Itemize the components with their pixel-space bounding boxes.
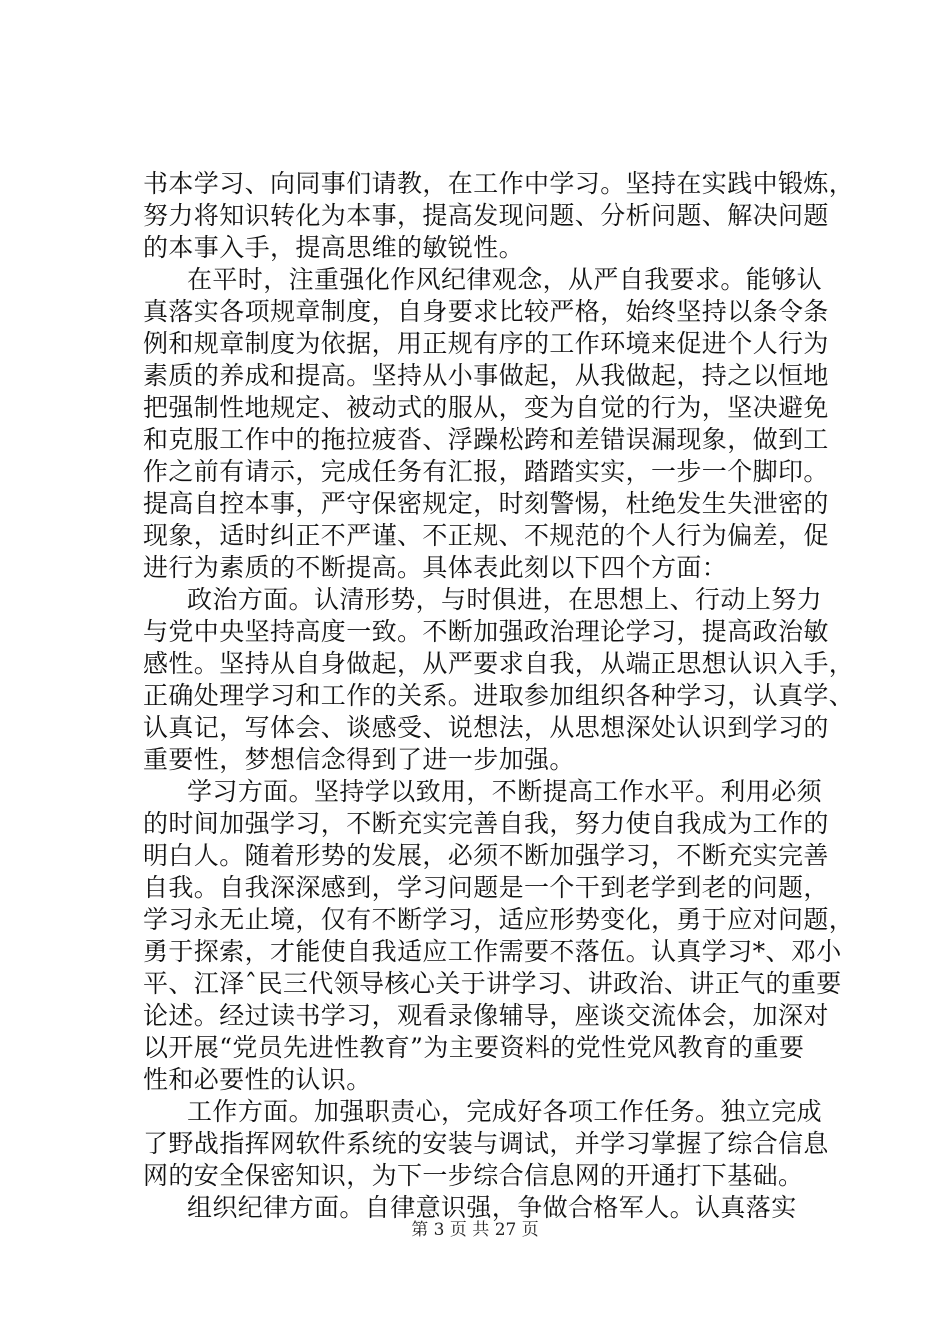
paragraph [143,1096,833,1192]
text-line: 把强制性地规定、被动式的服从，变为自觉的行为，坚决避免 [143,393,829,422]
text-line: 勇于探索，才能使自我适应工作需要不落伍。认真学习*、邓小 [143,937,842,966]
text-line: 的时间加强学习，不断充实完善自我，努力使自我成为工作的 [143,809,829,838]
text-line: 学习方面。坚持学以致用，不断提高工作水平。利用必须 [187,777,823,806]
paragraph [143,776,855,1096]
text-line: 认真记，写体会、谈感受、说想法，从思想深处认识到学习的 [143,713,829,742]
text-line: 提高自控本事，严守保密规定，时刻警惕，杜绝发生失泄密的 [143,489,829,518]
text-line: 性和必要性的认识。 [143,1065,372,1094]
text-line: 组织纪律方面。自律意识强，争做合格军人。认真落实 [187,1193,797,1222]
text-line: 作之前有请示，完成任务有汇报，踏踏实实，一步一个脚印。 [143,457,829,486]
text-line: 重要性，梦想信念得到了进一步加强。 [143,745,575,774]
text-line: 例和规章制度为依据，用正规有序的工作环境来促进个人行为 [143,329,829,358]
text-line: 与党中央坚持高度一致。不断加强政治理论学习，提高政治敏 [143,617,829,646]
page-footer: 第 3 页 共 27 页 [411,1220,539,1240]
paragraph [143,168,855,264]
text-line: 平、江泽ˆ民三代领导核心关于讲学习、讲政治、讲正气的重要 [143,969,842,998]
text-line: 政治方面。认清形势，与时俱进，在思想上、行动上努力 [187,585,823,614]
text-line: 明白人。随着形势的发展，必须不断加强学习，不断充实完善 [143,841,829,870]
text-line: 在平时，注重强化作风纪律观念，从严自我要求。能够认 [187,265,823,294]
text-line: 素质的养成和提高。坚持从小事做起，从我做起，持之以恒地 [143,361,829,390]
text-line: 论述。经过读书学习，观看录像辅导，座谈交流体会，加深对 [143,1001,829,1030]
text-line: 学习永无止境，仅有不断学习，适应形势变化，勇于应对问题， [143,905,855,934]
text-line: 感性。坚持从自身做起，从严要求自我，从端正思想认识入手， [143,649,855,678]
paragraph [143,584,855,776]
text-line: 网的安全保密知识，为下一步综合信息网的开通打下基础。 [143,1161,804,1190]
text-line: 真落实各项规章制度，自身要求比较严格，始终坚持以条令条 [143,297,829,326]
text-line: 书本学习、向同事们请教，在工作中学习。坚持在实践中锻炼， [143,169,855,198]
text-line: 工作方面。加强职责心，完成好各项工作任务。独立完成 [187,1097,823,1126]
text-line: 现象，适时纠正不严谨、不正规、不规范的个人行为偏差，促 [143,521,829,550]
text-line: 正确处理学习和工作的关系。进取参加组织各种学习，认真学、 [143,681,855,710]
text-line: 自我。自我深深感到，学习问题是一个干到老学到老的问题， [143,873,829,902]
text-line: 的本事入手，提高思维的敏锐性。 [143,233,525,262]
document-body [143,168,855,1224]
paragraph [143,264,833,584]
text-line: 努力将知识转化为本事，提高发现问题、分析问题、解决问题 [143,201,829,230]
text-line: 进行为素质的不断提高。具体表此刻以下四个方面： [143,553,728,582]
text-line: 了野战指挥网软件系统的安装与调试，并学习掌握了综合信息 [143,1129,829,1158]
text-line: 以开展“党员先进性教育”为主要资料的党性党风教育的重要 [143,1033,805,1062]
text-line: 和克服工作中的拖拉疲沓、浮躁松跨和差错误漏现象，做到工 [143,425,829,454]
